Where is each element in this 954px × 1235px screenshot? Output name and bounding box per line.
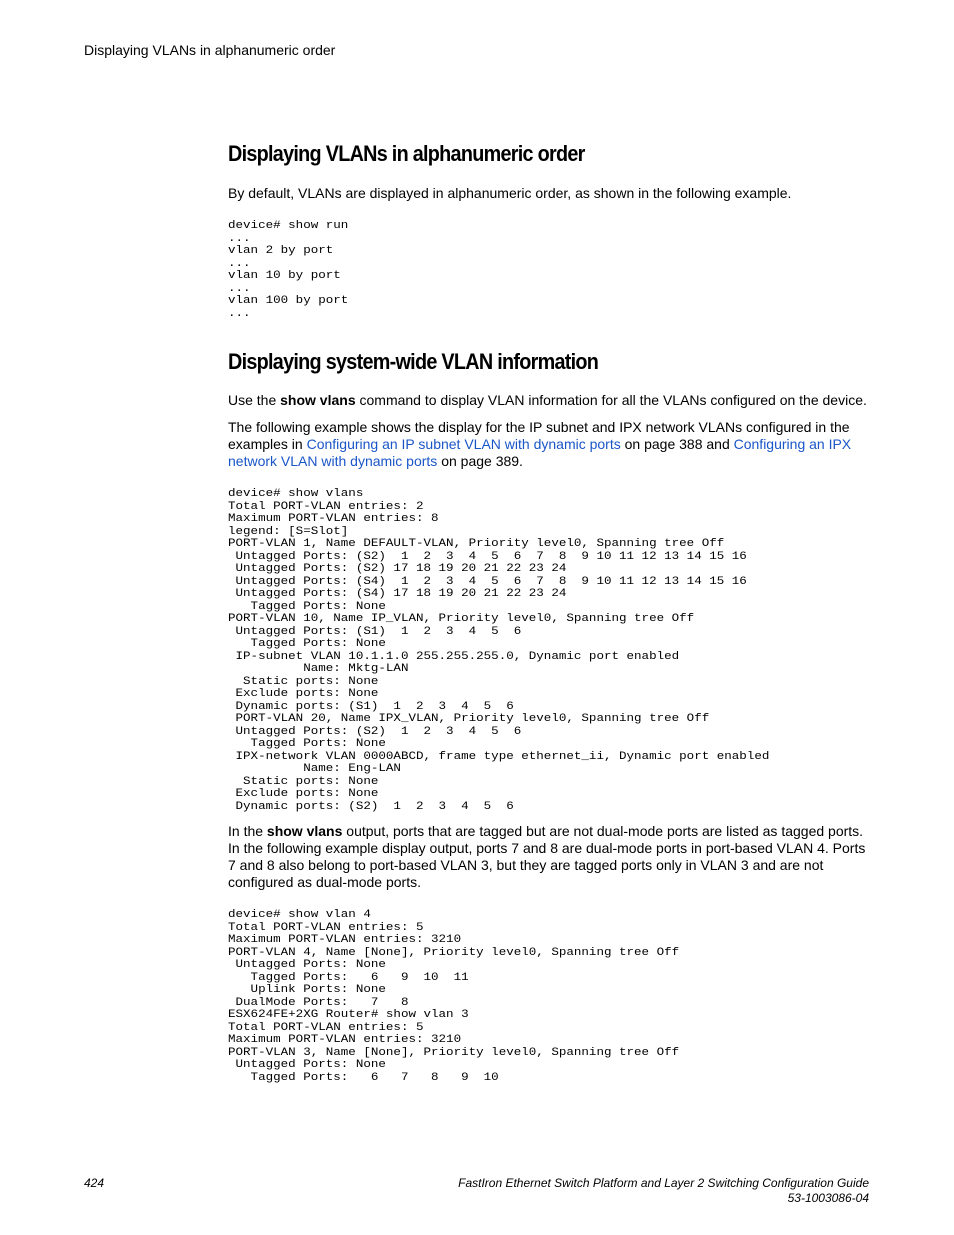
show-vlans-command: show vlans [280,392,356,408]
section2-paragraph-3 [228,823,868,891]
p3-text-before: In the [228,823,267,839]
p2-text-3: on page 389. [437,453,523,469]
running-header: Displaying VLANs in alphanumeric order [84,42,336,58]
page-number: 424 [84,1176,105,1190]
show-vlans-command: show vlans [266,823,343,839]
p2-text-1: The following example shows the display for the IP subnet and IPX network VLANs configured in the examples in [228,419,850,452]
p1-text-after: command to display VLAN information for all the VLANs configured on the device. [355,392,867,408]
code-block-show-run: device# show run ... vlan 2 by port ... vlan 10 by port ... vlan 100 by port ... [228,220,349,320]
code-block-show-vlan-4: device# show vlan 4 Total PORT-VLAN entries: 5 Maximum PORT-VLAN entries: 3210 PORT-VLAN 4, Name [None], Priority level0, Spanning tree Off Untagged Ports: None Tagged Ports: 6 9 10 11 Uplink Ports: None DualMode Ports: 7 8 ESX624FE+2XG Router# show vlan 3 Total PORT-VLAN entries: 5 Maximum PORT-VLAN entries: 3210 PORT-VLAN 3, Name [None], Priority level0, Spanning tree Off Untagged Ports: None Tagged Ports: 6 7 8 9 10 [228,909,680,1084]
footer-doc-title: FastIron Ethernet Switch Platform and Layer 2 Switching Configuration Guide [458,1176,869,1190]
p2-text-2: on page 388 and [620,436,734,452]
section2-paragraph-2 [228,419,868,470]
footer-doc-info [458,1176,869,1206]
section1-paragraph: By default, VLANs are displayed in alphanumeric order, as shown in the following example. [228,185,792,201]
page-content [228,140,868,1084]
xref-ip-subnet-vlan-link[interactable]: Configuring an IP subnet VLAN with dynamic ports [306,436,621,452]
footer-doc-id: 53-1003086-04 [787,1191,869,1205]
xref-ipx-network-vlan-link[interactable]: Configuring an IPX network VLAN with dynamic ports [228,436,852,469]
p1-text-before: Use the [228,392,281,408]
section2-paragraph-1 [228,392,868,409]
p3-text-after: output, ports that are tagged but are not dual-mode ports are listed as tagged ports. In the following example display output, ports 7 and 8 are dual-mode ports in port-based VLAN 4. Ports 7 and 8 also belong to port-based VLAN 3, but they are tagged ports only in VLAN 3 and are not configured as dual-mode ports. [228,823,866,890]
section-heading-alphanumeric: Displaying VLANs in alphanumeric order [228,141,585,166]
code-block-show-vlans: device# show vlans Total PORT-VLAN entries: 2 Maximum PORT-VLAN entries: 8 legend: [S=Slot] PORT-VLAN 1, Name DEFAULT-VLAN, Priority level0, Spanning tree Off Untagged Ports: (S2) 1 2 3 4 5 6 7 8 9 10 11 12 13 14 15 16 Untagged Ports: (S2) 17 18 19 20 21 22 23 24 Untagged Ports: (S4) 1 2 3 4 5 6 7 8 9 10 11 12 13 14 15 16 Untagged Ports: (S4) 17 18 19 20 21 22 23 24 Tagged Ports: None PORT-VLAN 10, Name IP_VLAN, Priority level0, Spanning tree Off Untagged Ports: (S1) 1 2 3 4 5 6 Tagged Ports: None IP-subnet VLAN 10.1.1.0 255.255.255.0, Dynamic port enabled Name: Mktg-LAN Static ports: None Exclude ports: None Dynamic ports: (S1) 1 2 3 4 5 6 PORT-VLAN 20, Name IPX_VLAN, Priority level0, Spanning tree Off Untagged Ports: (S2) 1 2 3 4 5 6 Tagged Ports: None IPX-network VLAN 0000ABCD, frame type ethernet_ii, Dynamic port enabled Name: Eng-LAN Static ports: None Exclude ports: None Dynamic ports: (S2) 1 2 3 4 5 6 [228,488,770,813]
section-heading-system-wide: Displaying system-wide VLAN information [228,349,599,374]
